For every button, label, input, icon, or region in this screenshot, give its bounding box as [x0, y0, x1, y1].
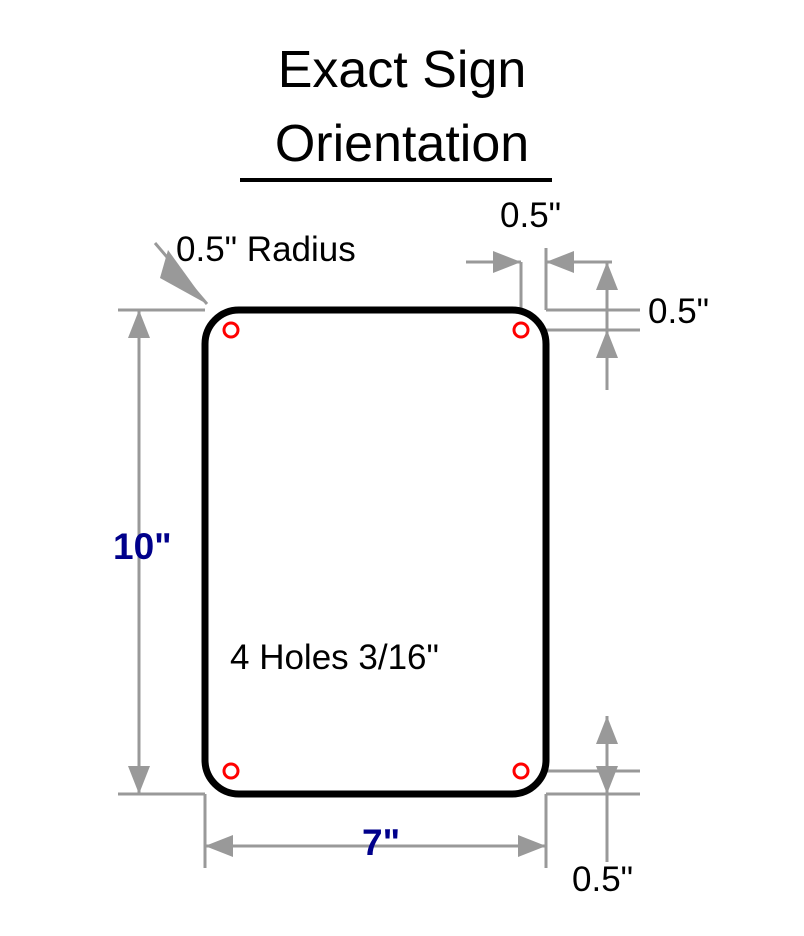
- arrow-width-left: [205, 835, 233, 857]
- diagram-title-line-2: Orientation: [274, 115, 530, 173]
- arrow-bottom-right-upper: [596, 716, 618, 744]
- label-corner-radius: 0.5" Radius: [176, 230, 356, 269]
- arrow-width-right: [518, 835, 546, 857]
- arrow-right-top: [596, 262, 618, 290]
- arrow-top-half-right: [546, 251, 574, 273]
- hole-bottom-right: [514, 764, 528, 778]
- label-holes: 4 Holes 3/16": [230, 638, 439, 677]
- arrow-right-bottom: [596, 330, 618, 358]
- hole-top-right: [514, 323, 528, 337]
- arrow-top-half-left: [493, 251, 521, 273]
- arrow-bottom-right-lower: [596, 766, 618, 794]
- hole-bottom-left: [224, 764, 238, 778]
- sign-outline: [205, 310, 546, 794]
- arrow-height-bottom: [128, 766, 150, 794]
- label-top-hole-inset: 0.5": [648, 292, 710, 331]
- hole-top-left: [224, 323, 238, 337]
- label-height: 10": [113, 526, 172, 567]
- diagram-title-line-1: Exact Sign: [277, 41, 527, 99]
- label-width: 7": [362, 822, 401, 863]
- label-bottom-hole-inset: 0.5": [572, 860, 634, 899]
- arrow-height-top: [128, 310, 150, 338]
- label-top-edge-inset: 0.5": [500, 196, 562, 235]
